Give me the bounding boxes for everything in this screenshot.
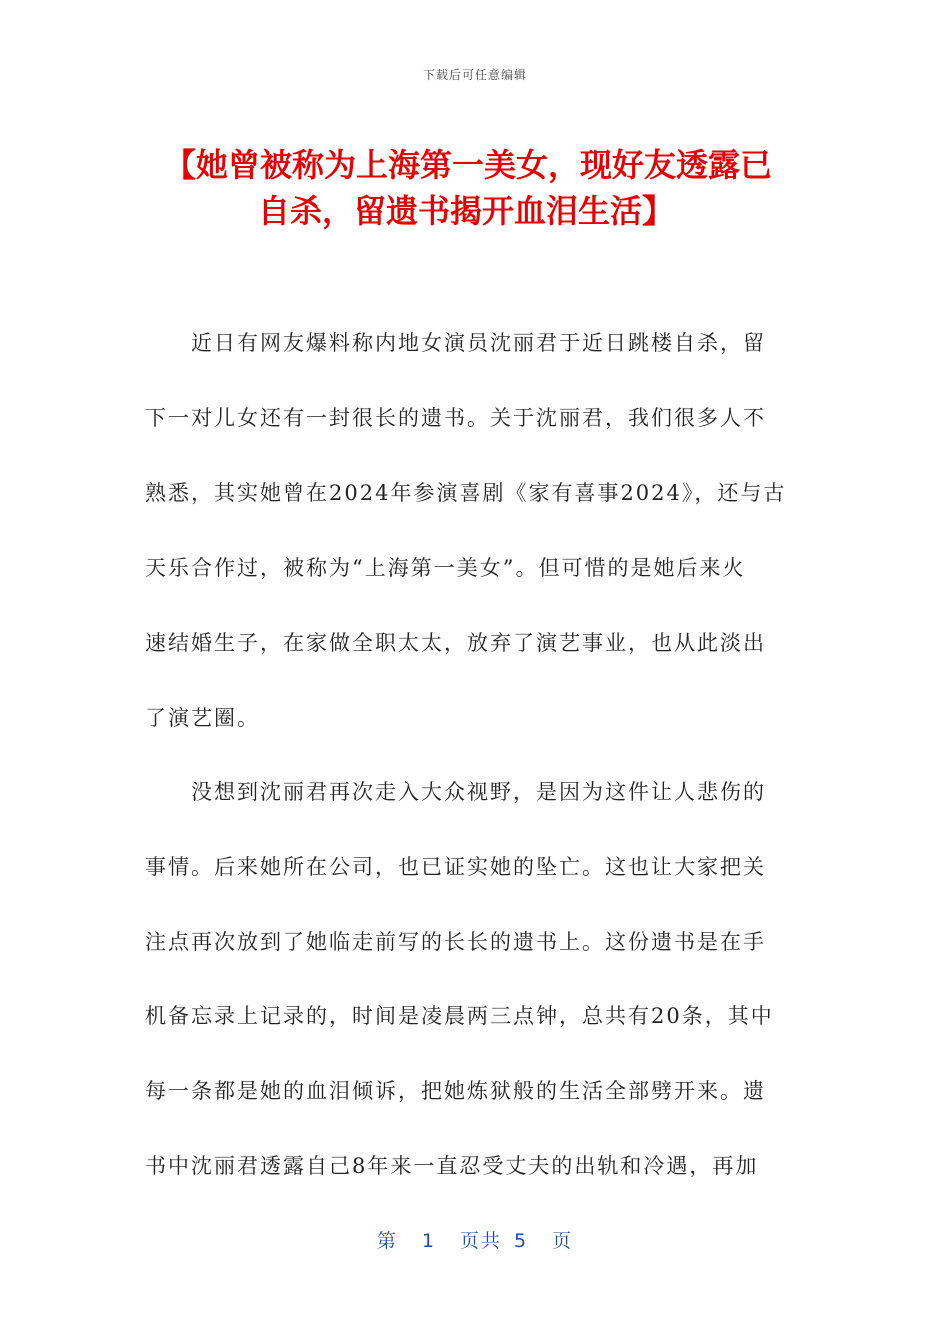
body-line: 书中沈丽君透露自己8年来一直忍受丈夫的出轨和冷遇，再加 [145, 1154, 759, 1178]
page-footer [0, 1226, 950, 1253]
body-line: 下一对儿女还有一封很长的遗书。关于沈丽君，我们很多人不 [145, 406, 766, 430]
footer-suffix: 页 [552, 1230, 574, 1252]
body-line: 熟悉，其实她曾在2024年参演喜剧《家有喜事2024》，还与古 [145, 481, 787, 505]
body-line: 每一条都是她的血泪倾诉，把她炼狱般的生活全部劈开来。遗 [145, 1079, 766, 1103]
document-title [150, 142, 810, 234]
footer-prefix: 第 [376, 1230, 398, 1252]
footer-total-pages: 5 [514, 1230, 529, 1252]
body-line: 机备忘录上记录的，时间是凌晨两三点钟，总共有20条，其中 [145, 1004, 774, 1028]
footer-middle: 页共 [459, 1230, 502, 1252]
body-line: 事情。后来她所在公司，也已证实她的坠亡。这也让大家把关 [145, 855, 766, 879]
body-line: 速结婚生子，在家做全职太太，放弃了演艺事业，也从此淡出 [145, 631, 766, 655]
title-line-1: 【她曾被称为上海第一美女，现好友透露已 [164, 146, 773, 184]
body-line: 注点再次放到了她临走前写的长长的遗书上。这份遗书是在手 [145, 930, 766, 954]
title-line-2: 自杀，留遗书揭开血泪生活】 [258, 192, 675, 230]
footer-current-page: 1 [421, 1230, 436, 1252]
header-note: 下载后可任意编辑 [422, 68, 527, 82]
body-line: 近日有网友爆料称内地女演员沈丽君于近日跳楼自杀，留 [145, 331, 766, 355]
body-line: 了演艺圈。 [145, 706, 260, 730]
body-line: 没想到沈丽君再次走入大众视野，是因为这件让人悲伤的 [145, 780, 766, 804]
body-line: 天乐合作过，被称为“上海第一美女”。但可惜的是她后来火 [145, 556, 746, 580]
